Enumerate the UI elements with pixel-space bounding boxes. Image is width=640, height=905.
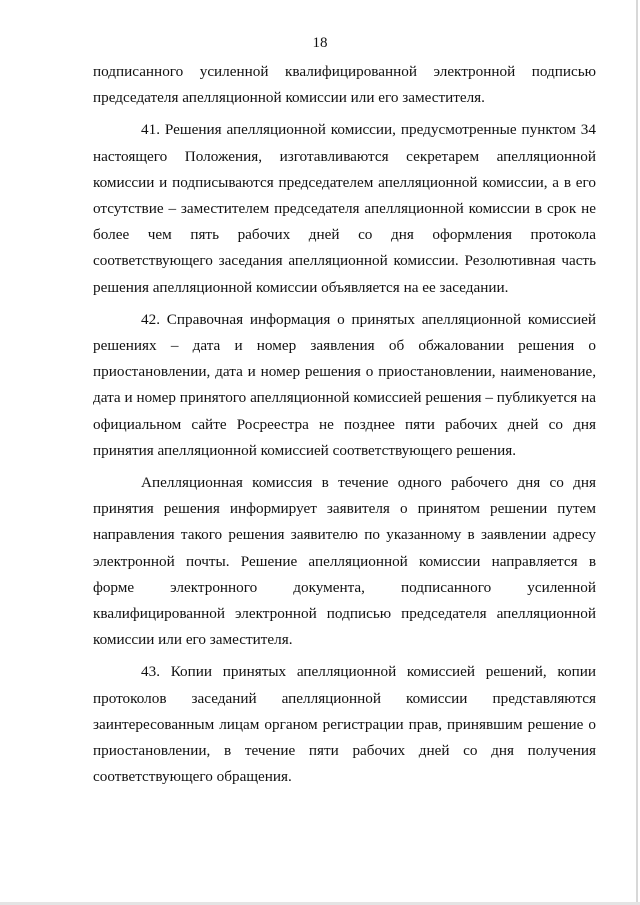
paragraph-continuation: подписанного усиленной квалифицированной электронной подписью председателя апелляционной комиссии или его заместителя. bbox=[93, 63, 596, 107]
paragraph-notification: Апелляционная комиссия в течение одного рабочего дня со дня принятия решения информирует заявителя о принятом решении путем направления такого решения заявителю по указанному в заявлении адресу электронной почты. Решение апелляционной комиссии направляется в форме электронного документа, подписанного усиленной квалифицированной электронной подписью председателя апелляционной комиссии или его заместителя. bbox=[93, 474, 596, 649]
paragraph-42: 42. Справочная информация о принятых апелляционной комиссией решениях – дата и номер заявления об обжаловании решения о приостановлении, дата и номер решения о приостановлении, наименование, дата и номер принятого апелляционной комиссией решения – публикуется на официальном сайте Росреестра не позднее пяти рабочих дней со дня принятия апелляционной комиссией соответствующего решения. bbox=[93, 310, 596, 459]
paragraph-41: 41. Решения апелляционной комиссии, предусмотренные пунктом 34 настоящего Положения, изготавливаются секретарем апелляционной комиссии и подписываются председателем апелляционной комиссии, а в его отсутствие – заместителем председателя апелляционной комиссии в срок не более чем пять рабочих дней со дня оформления протокола соответствующего заседания апелляционной комиссии. Резолютивная часть решения апелляционной комиссии объявляется на ее заседании. bbox=[93, 121, 596, 296]
page-number: 18 bbox=[312, 35, 328, 51]
scan-edge-mark bbox=[636, 0, 638, 905]
document-body bbox=[93, 59, 596, 790]
paragraph-43: 43. Копии принятых апелляционной комиссией решений, копии протоколов заседаний апелляционной комиссии представляются заинтересованным лицам органом регистрации прав, принявшим решение о приостановлении, в течение пяти рабочих дней со дня получения соответствующего обращения. bbox=[93, 663, 596, 786]
